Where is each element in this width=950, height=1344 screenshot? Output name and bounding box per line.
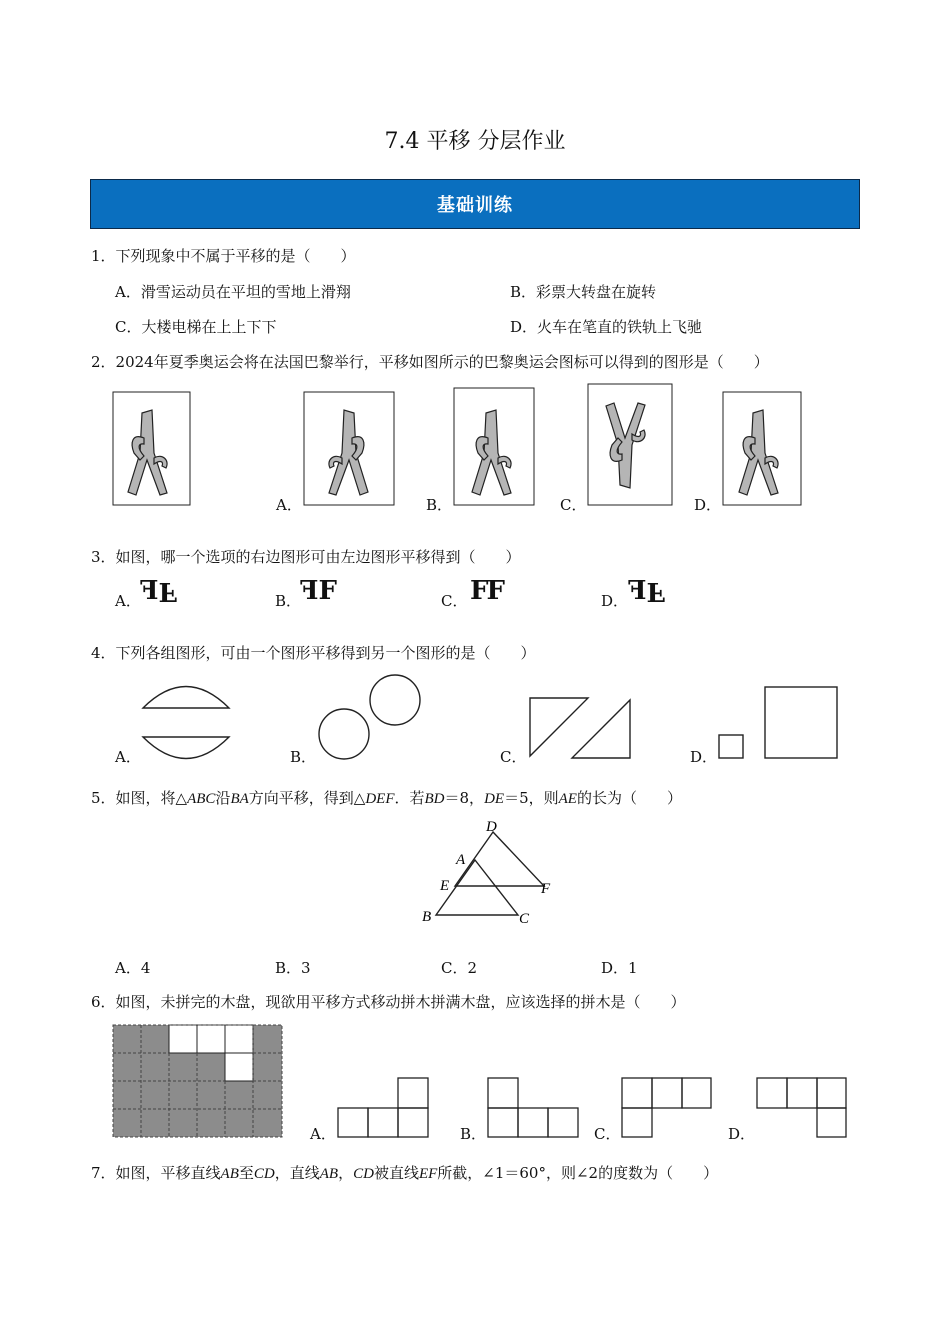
point-b-label: B: [422, 909, 432, 925]
q2-label-d: D．: [694, 496, 722, 514]
q4-label-d: D．: [690, 748, 718, 766]
question-4-stem: 4．下列各组图形，可由一个图形平移得到另一个图形的是（ ）: [91, 644, 536, 662]
piece-a: [338, 1078, 428, 1137]
q5-option-c: C．2: [441, 959, 478, 977]
question-6-stem: 6．如图，未拼完的木盘，现欲用平移方式移动拼木拼满木盘，应该选择的拼木是（ ）: [91, 993, 686, 1011]
q3-option-a-glyph-icon: FF: [142, 576, 175, 606]
q3-option-d-glyph-icon: FF: [630, 576, 663, 606]
q3-option-b-glyph-icon: FF: [302, 576, 335, 606]
q5-option-a: A．4: [115, 959, 151, 977]
q4-label-c: C．: [500, 748, 527, 766]
piece-b: [488, 1078, 578, 1137]
q2-label-b: B．: [426, 496, 453, 514]
point-a-label: A: [456, 852, 466, 868]
q3-label-a: A．: [115, 592, 141, 610]
q1-option-a: A．滑雪运动员在平坦的雪地上滑翔: [115, 283, 351, 301]
q3-label-c: C．: [441, 592, 468, 610]
q1-option-b: B．彩票大转盘在旋转: [510, 283, 657, 301]
wooden-board-grid: [113, 1025, 282, 1137]
page-title: 7.4 平移 分层作业: [384, 129, 566, 154]
question-2-stem: 2．2024年夏季奥运会将在法国巴黎举行，平移如图所示的巴黎奥运会图标可以得到的图形是（ ）: [91, 353, 769, 371]
question-3-stem: 3．如图，哪一个选项的右边图形可由左边图形平移得到（ ）: [91, 548, 521, 566]
piece-d: [757, 1078, 846, 1137]
q6-label-c: C．: [594, 1125, 621, 1143]
question-7-stem: 7．如图，平移直线AB至CD，直线AB，CD被直线EF所截，∠1＝60°，则∠2的度数为（ ）: [91, 1164, 719, 1182]
q4-label-a: A．: [115, 748, 141, 766]
piece-c: [622, 1078, 711, 1137]
question-5-stem: 5．如图，将△ABC沿BA方向平移，得到△DEF．若BD＝8，DE＝5，则AE的长为（ ）: [91, 789, 682, 807]
q1-option-c: C．大楼电梯在上上下下: [115, 318, 277, 336]
point-e-label: E: [440, 878, 450, 894]
q3-label-b: B．: [275, 592, 302, 610]
q6-label-d: D．: [728, 1125, 756, 1143]
q3-label-d: D．: [601, 592, 629, 610]
point-c-label: C: [519, 911, 530, 927]
q6-label-a: A．: [310, 1125, 336, 1143]
q3-option-c-glyph-icon: FF: [470, 576, 503, 606]
point-d-label: D: [486, 819, 497, 835]
q1-option-d: D．火车在笔直的铁轨上飞驰: [510, 318, 703, 336]
question-1-stem: 1．下列现象中不属于平移的是（ ）: [91, 247, 356, 265]
q5-option-d: D．1: [601, 959, 638, 977]
q6-label-b: B．: [460, 1125, 487, 1143]
q5-option-b: B．3: [275, 959, 311, 977]
q2-label-c: C．: [560, 496, 587, 514]
q4-label-b: B．: [290, 748, 317, 766]
point-f-label: F: [541, 881, 551, 897]
section-title: 基础训练: [437, 195, 513, 216]
q2-label-a: A．: [276, 496, 302, 514]
